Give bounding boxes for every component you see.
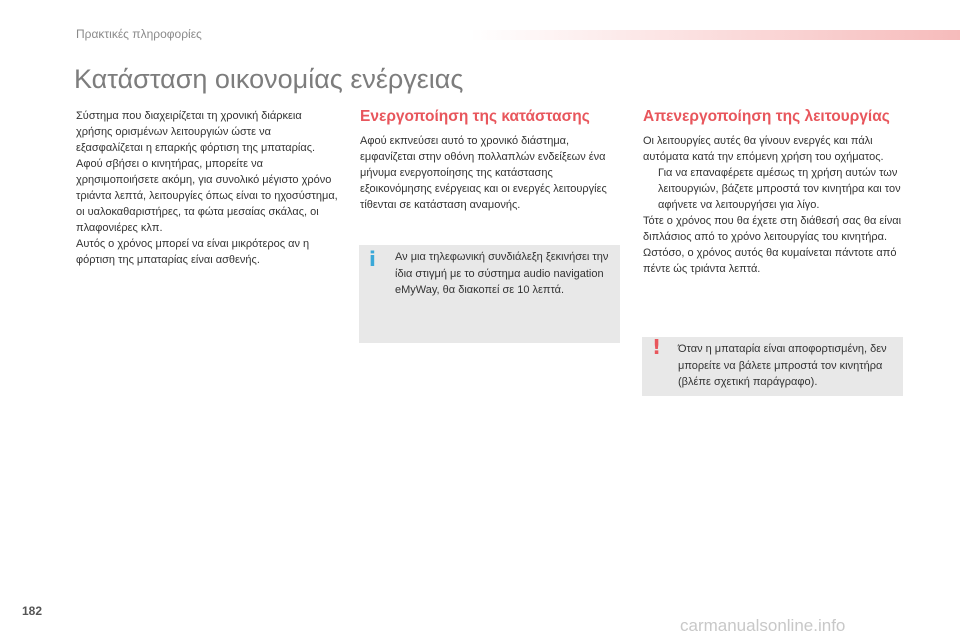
page-number: 182: [22, 604, 43, 618]
activation-column: [360, 108, 622, 213]
activation-paragraph: Αφού εκπνεύσει αυτό το χρονικό διάστημα, εμφανίζεται στην οθόνη πολλαπλών ενδείξεων ένα μήνυμα ενεργοποίησης της κατάστασης εξοικονόμησης ενέργειας και οι ενεργές λειτουργίες τίθενται σε κατάσταση αναμονής.: [360, 135, 607, 211]
bullet-item: [643, 165, 905, 213]
deactivation-heading: Απενεργοποίηση της λειτουργίας: [643, 108, 890, 125]
activation-heading: Ενεργοποίηση της κατάστασης: [360, 108, 590, 125]
section-label: Πρακτικές πληροφορίες: [76, 27, 202, 41]
deactivation-paragraph: Τότε ο χρόνος που θα έχετε στη διάθεσή σας θα είναι διπλάσιος από το χρόνο λειτουργίας του κινητήρα. Ωστόσο, ο χρόνος αυτός θα κυμαίνεται πάντοτε από πέντε ώς τριάντα λεπτά.: [643, 215, 902, 275]
intro-paragraph: Αυτός ο χρόνος μπορεί να είναι μικρότερος αν η φόρτιση της μπαταρίας είναι ασθενής.: [76, 238, 310, 266]
info-note: [359, 245, 620, 343]
deactivation-column: [643, 108, 905, 277]
bullet-arrow-icon: [643, 165, 658, 213]
page-title: Κατάσταση οικονομίας ενέργειας: [74, 64, 464, 94]
warning-note-text: Όταν η μπαταρία είναι αποφορτισμένη, δεν μπορείτε να βάλετε μπροστά τον κινητήρα (βλέπε σχετική παράγραφο).: [678, 343, 887, 388]
intro-paragraph: Σύστημα που διαχειρίζεται τη χρονική διάρκεια χρήσης ορισμένων λειτουργιών ώστε να εξασφαλίζεται η επαρκής φόρτιση της μπαταρίας.: [76, 110, 316, 154]
info-note-text: Αν μια τηλεφωνική συνδιάλεξη ξεκινήσει την ίδια στιγμή με το σύστημα audio navigation eMyWay, θα διακοπεί σε 10 λεπτά.: [395, 251, 609, 296]
warning-note: [642, 337, 903, 396]
info-icon: i: [369, 247, 376, 271]
intro-column: [76, 108, 338, 268]
watermark: carmanualsonline.info: [680, 616, 846, 635]
header-gradient-band: [470, 30, 960, 40]
intro-paragraph: Αφού σβήσει ο κινητήρας, μπορείτε να χρησιμοποιήσετε ακόμη, για συνολικό μέγιστο χρόνο τριάντα λεπτά, λειτουργίες όπως είναι το ηχοσύστημα, οι υαλοκαθαριστήρες, τα φώτα μεσαίας σκάλας, οι πλαφονιέρες κλπ.: [76, 158, 338, 234]
warning-icon: !: [652, 335, 662, 359]
bullet-text: Για να επαναφέρετε αμέσως τη χρήση αυτών των λειτουργιών, βάζετε μπροστά τον κινητήρα και τον αφήνετε να λειτουργήσει για λίγο.: [658, 167, 901, 211]
deactivation-paragraph: Οι λειτουργίες αυτές θα γίνουν ενεργές και πάλι αυτόματα κατά την επόμενη χρήση του οχήματος.: [643, 135, 884, 163]
